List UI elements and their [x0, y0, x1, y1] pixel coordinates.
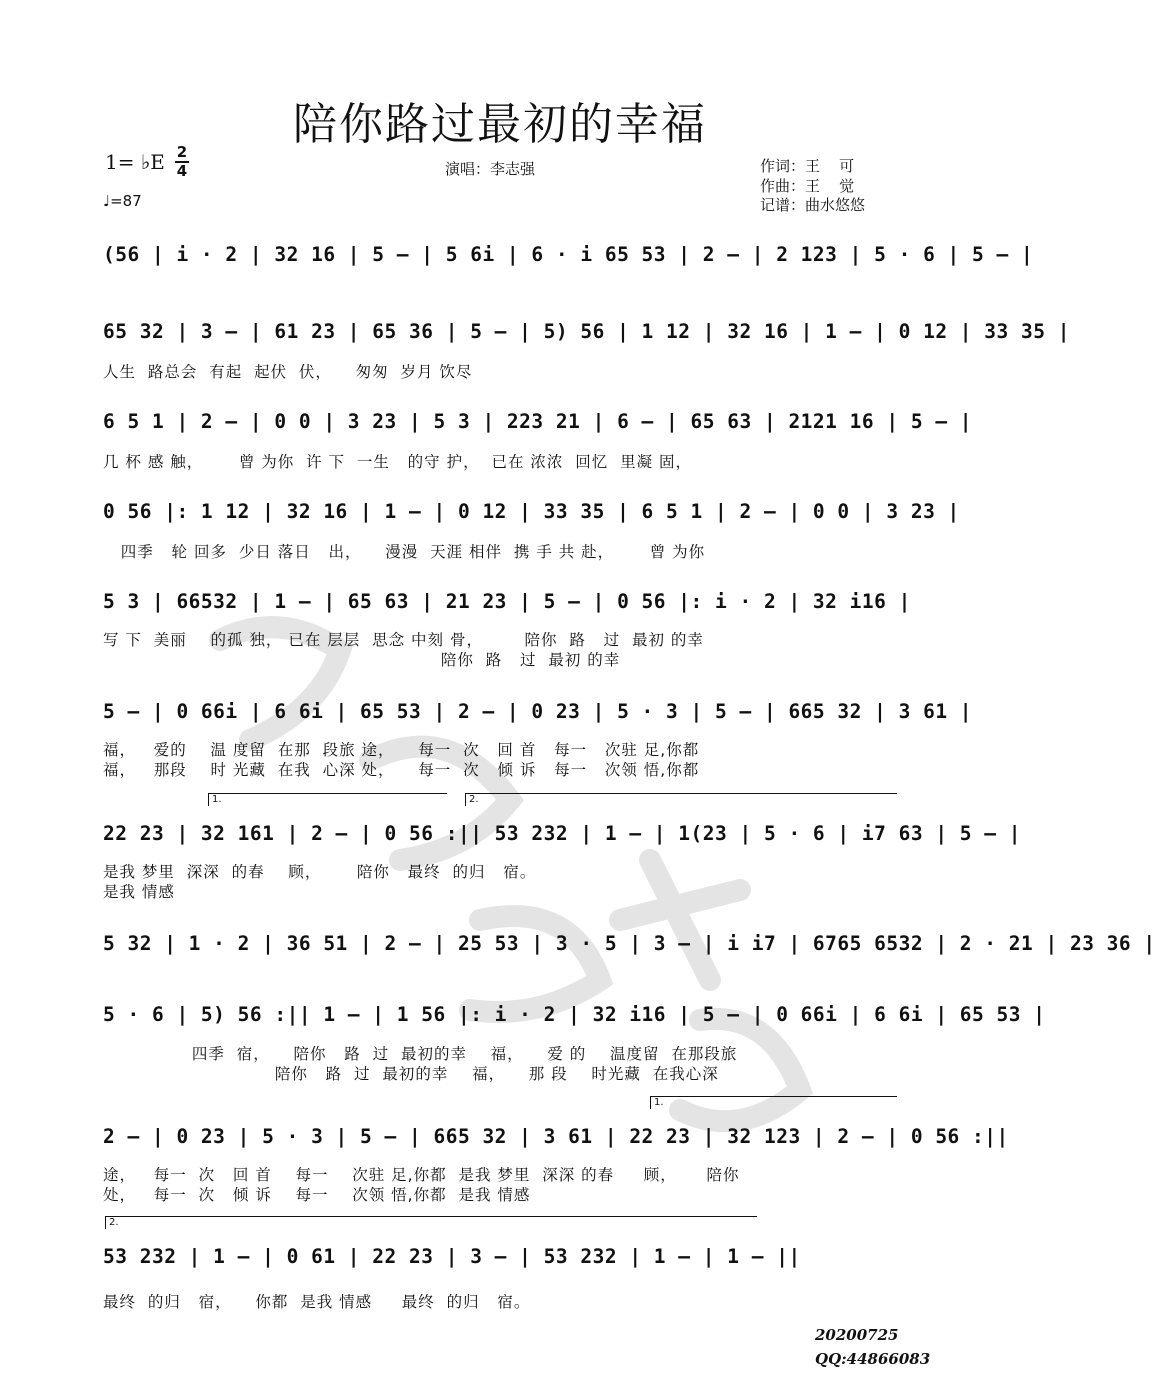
system-7-notes: 22 23 | 32 161 | 2 – | 0 56 :|| 53 232 | 1 – | 1(23 | 5 · 6 | i7 63 | 5 – | — [103, 822, 1021, 845]
system-10-lyrics-verse1: 途， 每一 次 回 首 每一 次驻 足,你都 是我 梦里 深深 的春 顾， 陪你 — [103, 1166, 740, 1184]
date-stamp: 20200725 — [815, 1326, 899, 1344]
system-2-lyrics: 人生 路总会 有起 起伏 伏， 匆匆 岁月 饮尽 — [103, 363, 473, 381]
system-6-lyrics-verse1: 福， 爱的 温 度留 在那 段旅 途， 每一 次 回 首 每一 次驻 足,你都 — [103, 741, 700, 759]
qq-contact: QQ:44866083 — [815, 1350, 931, 1368]
system-1-notes: (56 | i · 2 | 32 16 | 5 – | 5 6i | 6 · i 65 53 | 2 – | 2 123 | 5 · 6 | 5 – | — [103, 243, 1034, 266]
system-7-lyrics-verse2: 是我 情感 — [103, 883, 175, 901]
credits-block — [760, 157, 865, 216]
system-7-lyrics-verse1: 是我 梦里 深深 的春 顾， 陪你 最终 的归 宿。 — [103, 863, 537, 881]
tempo-marking: ♩=87 — [103, 192, 142, 210]
volta-4: 2. — [105, 1216, 757, 1229]
system-10-notes: 2 – | 0 23 | 5 · 3 | 5 – | 665 32 | 3 61 | 22 23 | 32 123 | 2 – | 0 56 :|| — [103, 1125, 1009, 1148]
singer-credit: 演唱：李志强 — [445, 160, 536, 178]
composer-credit: 作曲：王 觉 — [760, 176, 855, 195]
system-8-notes: 5 32 | 1 · 2 | 36 51 | 2 – | 25 53 | 3 · 5 | 3 – | i i7 | 6765 6532 | 2 · 21 | 23 36 | — [103, 932, 1156, 955]
system-5-lyrics-verse1: 写 下 美丽 的孤 独， 已在 层层 思念 中刻 骨， 陪你 路 过 最初 的幸 — [103, 631, 704, 649]
system-3-notes: 6 5 1 | 2 – | 0 0 | 3 23 | 5 3 | 223 21 | 6 – | 65 63 | 2121 16 | 5 – | — [103, 410, 973, 433]
volta-2: 2. — [465, 793, 897, 806]
system-6-notes: 5 – | 0 66i | 6 6i | 65 53 | 2 – | 0 23 | 5 · 3 | 5 – | 665 32 | 3 61 | — [103, 700, 973, 723]
system-3-lyrics: 几 杯 感 触， 曾 为你 许 下 一生 的守 护， 已在 浓浓 回忆 里凝 固， — [103, 453, 693, 471]
time-signature — [172, 145, 192, 179]
song-title: 陪你路过最初的幸福 — [293, 99, 707, 150]
system-4-notes: 0 56 |: 1 12 | 32 16 | 1 – | 0 12 | 33 35 | 6 5 1 | 2 – | 0 0 | 3 23 | — [103, 500, 960, 523]
time-signature-top: 2 — [176, 143, 188, 161]
transcriber-credit: 记谱：曲水悠悠 — [760, 196, 866, 214]
system-2-notes: 65 32 | 3 – | 61 23 | 65 36 | 5 – | 5) 56 | 1 12 | 32 16 | 1 – | 0 12 | 33 35 | — [103, 320, 1070, 343]
system-11-lyrics: 最终 的归 宿， 你都 是我 情感 最终 的归 宿。 — [103, 1293, 531, 1311]
volta-1: 1. — [208, 793, 447, 806]
system-9-notes: 5 · 6 | 5) 56 :|| 1 – | 1 56 |: i · 2 | 32 i16 | 5 – | 0 66i | 6 6i | 65 53 | — [103, 1003, 1046, 1026]
key-signature: 1= ♭E — [105, 150, 165, 174]
system-9-lyrics-verse1: 四季 宿， 陪你 路 过 最初的幸 福， 爱 的 温度留 在那段旅 — [103, 1045, 738, 1063]
system-9-lyrics-verse2: 陪你 路 过 最初的幸 福， 那 段 时光藏 在我心深 — [103, 1065, 719, 1083]
volta-3: 1. — [650, 1096, 897, 1109]
system-5-lyrics-verse2: 陪你 路 过 最初 的幸 — [103, 651, 621, 669]
system-10-lyrics-verse2: 处， 每一 次 倾 诉 每一 次领 悟,你都 是我 情感 — [103, 1186, 531, 1204]
system-4-lyrics: 四季 轮 回多 少日 落日 出， 漫漫 天涯 相伴 携 手 共 赴， 曾 为你 — [103, 543, 706, 561]
system-6-lyrics-verse2: 福， 那段 时 光藏 在我 心深 处， 每一 次 倾 诉 每一 次领 悟,你都 — [103, 761, 700, 779]
system-11-notes: 53 232 | 1 – | 0 61 | 22 23 | 3 – | 53 232 | 1 – | 1 – || — [103, 1245, 801, 1268]
time-signature-bottom: 4 — [176, 162, 188, 180]
system-5-notes: 5 3 | 66532 | 1 – | 65 63 | 21 23 | 5 – | 0 56 |: i · 2 | 32 i16 | — [103, 590, 911, 613]
lyricist-credit: 作词：王 可 — [760, 157, 855, 175]
